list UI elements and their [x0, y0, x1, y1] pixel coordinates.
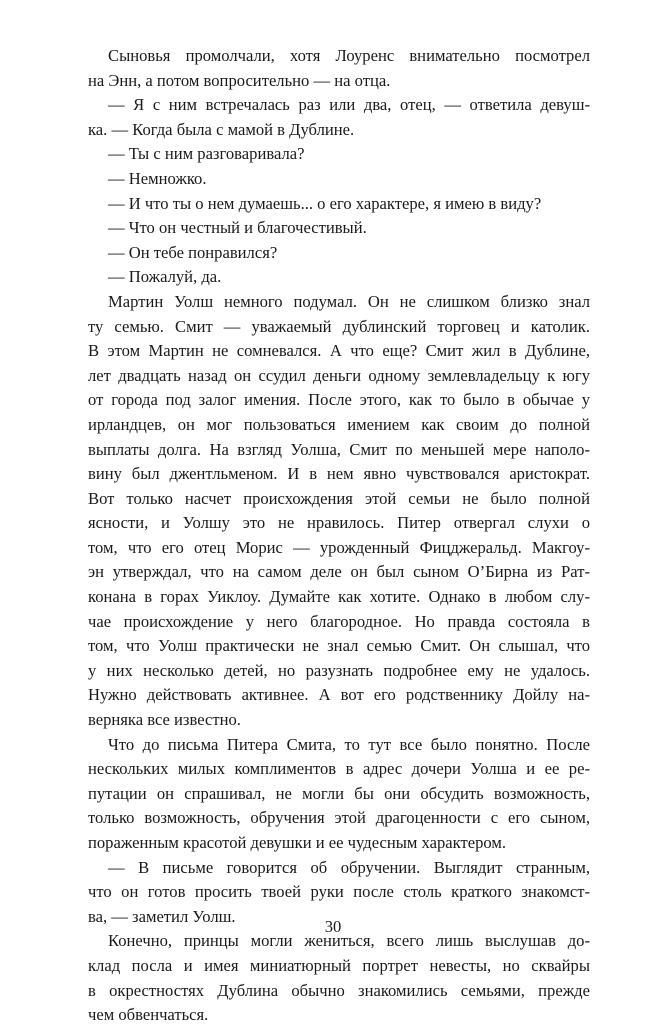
text-line: лет двадцать назад он ссудил деньги одному землевладельцу к югу: [88, 365, 590, 385]
text-line: — Ты с ним разговаривала?: [108, 144, 305, 164]
text-line: чае происхождение у него благородное. Но правда состояла в: [88, 611, 590, 631]
text-line: только возможность, обручения этой драгоценности с его сыном,: [88, 808, 590, 828]
text-line: ка. — Когда была с мамой в Дублине.: [88, 119, 355, 139]
text-line: клад посла и имея миниатюрный портрет невесты, но сквайры: [88, 955, 590, 975]
text-line: на Энн, а потом вопросительно — на отца.: [88, 70, 391, 90]
text-line: Вот только насчет происхождения этой семьи не было полной: [88, 488, 590, 508]
text-line: В этом Мартин не сомневался. А что еще? Смит жил в Дублине,: [88, 341, 590, 361]
text-line: пораженным красотой девушки и ее чудесным характером.: [88, 833, 507, 852]
text-line: — Он тебе понравился?: [108, 242, 278, 262]
text-line: ирландцев, он мог пользоваться имением как своим до полной: [88, 414, 590, 434]
text-line: Мартин Уолш немного подумал. Он не слишком близко знал: [108, 291, 590, 311]
text-line: Что до письма Питера Смита, то тут все было понятно. После: [108, 734, 590, 754]
text-line: — И что ты о нем думаешь... о его характере, я имею в виду?: [108, 193, 542, 213]
text-line: ва, — заметил Уолш.: [88, 906, 236, 926]
text-line: Сыновья промолчали, хотя Лоуренс внимательно посмотрел: [108, 46, 590, 65]
page-number: 30: [324, 917, 342, 936]
text-line: том, что его отец Морис — урожденный Фицджеральд. Макгоу-: [88, 537, 590, 557]
text-line: Конечно, принцы могли жениться, всего лишь выслушав до-: [108, 931, 590, 951]
text-line: вину был джентльменом. И в нем явно чувствовался аристократ.: [88, 464, 590, 484]
text-line: чем обвенчаться.: [88, 1005, 209, 1025]
text-line: нескольких милых комплиментов в адрес дочери Уолша и ее ре-: [88, 759, 590, 779]
text-line: верняка все известно.: [88, 710, 241, 730]
text-line: эн утверждал, что на самом деле он был сыном О’Бирна из Рат-: [88, 562, 590, 582]
text-line: ясности, и Уолшу это не нравилось. Питер отвергал слухи о: [88, 513, 590, 533]
text-line: — В письме говорится об обручении. Выглядит странным,: [108, 857, 590, 877]
text-line: — Немножко.: [108, 168, 207, 188]
body-text: [88, 44, 590, 1028]
text-line: — Я с ним встречалась раз или два, отец, — ответила девуш-: [108, 95, 590, 115]
text-line: в окрестностях Дублина обычно знакомились семьями, прежде: [88, 980, 590, 1000]
text-line: — Пожалуй, да.: [108, 267, 222, 287]
text-line: у них несколько детей, но разузнать подробнее ему не удалось.: [88, 660, 590, 680]
text-line: путации он спрашивал, не могли бы они обсудить возможность,: [88, 783, 590, 803]
text-line: ту семью. Смит — уважаемый дублинский торговец и католик.: [88, 316, 590, 336]
text-line: конана в горах Уиклоу. Думайте как хотите. Однако в любом слу-: [88, 587, 590, 607]
text-line: Нужно действовать активнее. А вот его родственнику Дойлу на-: [88, 685, 590, 705]
text-line: что он готов просить твоей руки после столь краткого знакомст-: [88, 882, 590, 902]
text-line: выплаты долга. На взгляд Уолша, Смит по меньшей мере наполо-: [88, 439, 590, 459]
text-line: — Что он честный и благочестивый.: [108, 218, 367, 238]
text-line: том, что Уолш практически не знал семью Смит. Он слышал, что: [88, 636, 590, 656]
text-line: от города под залог имения. После этого, как то было в обычае у: [88, 390, 590, 410]
